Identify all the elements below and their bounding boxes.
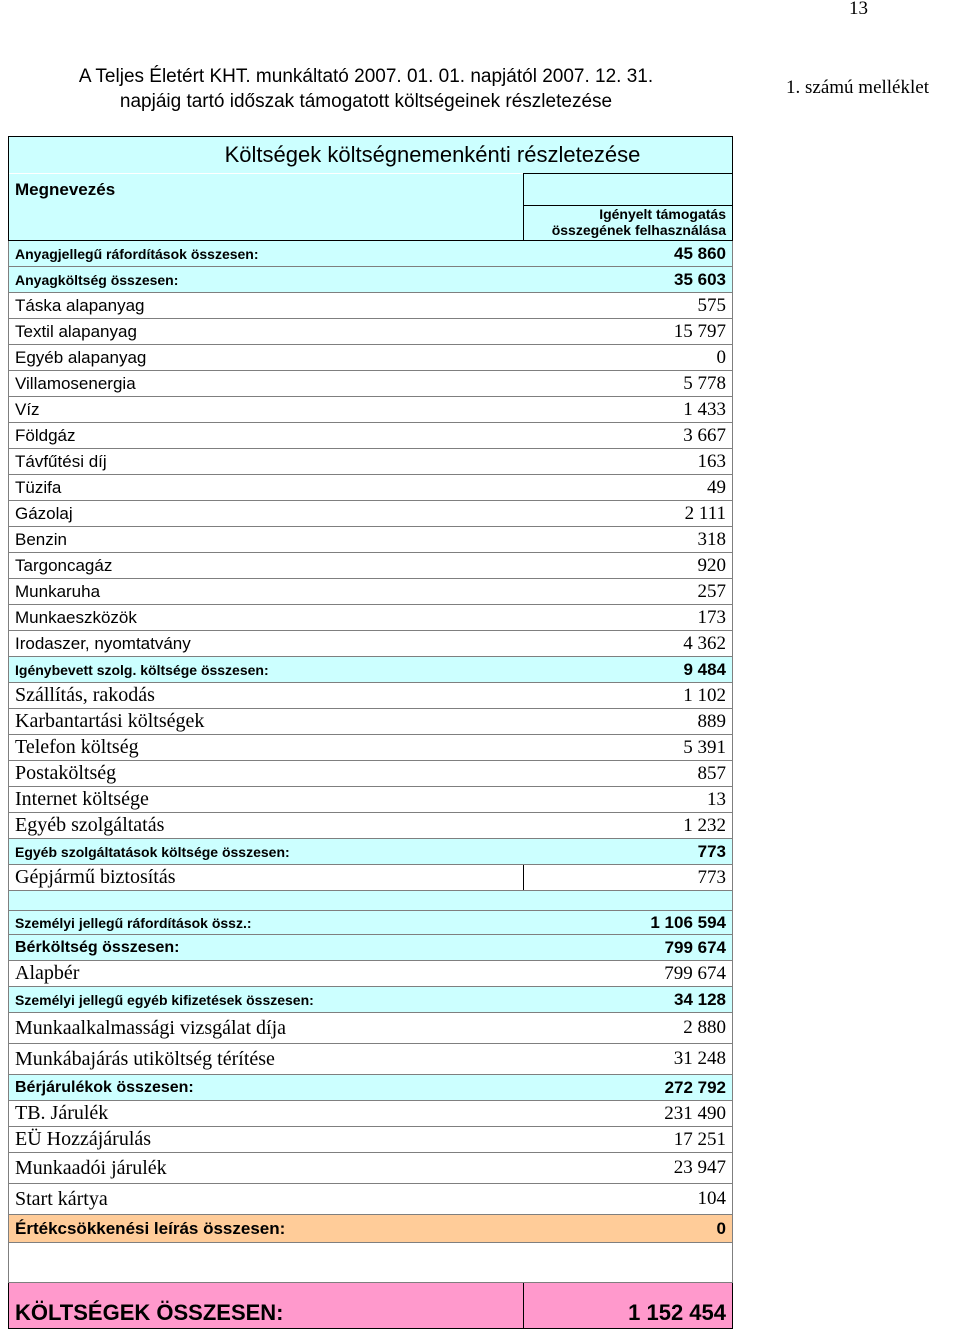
- name-column-header: Megnevezés: [9, 174, 524, 206]
- spacer-row: [9, 891, 733, 911]
- title-line-2: napjáig tartó időszak támogatott költségeinek részletezése: [119, 91, 613, 112]
- header-empty-cell: [524, 174, 733, 206]
- table-row: [9, 935, 733, 961]
- table-row: [9, 761, 733, 787]
- row-value: 0: [524, 345, 733, 371]
- spacer-row: [9, 1243, 733, 1283]
- table-row: [9, 631, 733, 657]
- page-number: 13: [849, 0, 868, 19]
- row-value: 3 667: [524, 423, 733, 449]
- row-value: 920: [524, 553, 733, 579]
- row-label: Gázolaj: [9, 501, 524, 527]
- spacer-cell: [9, 891, 733, 911]
- row-label: Karbantartási költségek: [9, 709, 524, 735]
- table-row: [9, 241, 733, 267]
- table-row: [9, 1044, 733, 1075]
- amount-column-header: [524, 206, 733, 241]
- header-row-title: [9, 137, 733, 174]
- table-row: [9, 579, 733, 605]
- table-row: [9, 345, 733, 371]
- section-title: Költségek költségnemenkénti részletezése: [9, 137, 733, 174]
- grand-total-row: [9, 1283, 733, 1329]
- row-value: 0: [524, 1215, 733, 1243]
- row-value: 1 102: [524, 683, 733, 709]
- table-row: [9, 293, 733, 319]
- row-value: 31 248: [524, 1044, 733, 1075]
- row-label: Gépjármű biztosítás: [9, 865, 524, 891]
- row-label: Munkaalkalmassági vizsgálat díja: [9, 1013, 524, 1044]
- table-row: [9, 787, 733, 813]
- row-value: 4 362: [524, 631, 733, 657]
- row-label: Egyéb szolgáltatás: [9, 813, 524, 839]
- row-value: 104: [524, 1184, 733, 1215]
- header-row-amount: [9, 206, 733, 241]
- row-value: 799 674: [524, 961, 733, 987]
- row-label: Postaköltség: [9, 761, 524, 787]
- table-row: [9, 397, 733, 423]
- row-value: 23 947: [524, 1153, 733, 1184]
- table-row: [9, 683, 733, 709]
- table-row: [9, 423, 733, 449]
- table-row: [9, 475, 733, 501]
- row-label: Anyagköltség összesen:: [9, 267, 524, 293]
- row-label: Bérköltség összesen:: [9, 935, 524, 961]
- row-value: 272 792: [524, 1075, 733, 1101]
- row-value: 257: [524, 579, 733, 605]
- row-label: Munkaadói járulék: [9, 1153, 524, 1184]
- row-label: Munkábajárás utiköltség térítése: [9, 1044, 524, 1075]
- row-label: Telefon költség: [9, 735, 524, 761]
- row-value: 889: [524, 709, 733, 735]
- row-label: Táska alapanyag: [9, 293, 524, 319]
- table-row: [9, 1101, 733, 1127]
- row-label: Targoncagáz: [9, 553, 524, 579]
- row-value: 1 433: [524, 397, 733, 423]
- row-label: Start kártya: [9, 1184, 524, 1215]
- row-label: Személyi jellegű ráfordítások össz.:: [9, 911, 524, 935]
- grand-total-value: 1 152 454: [524, 1283, 733, 1329]
- row-label: Munkaruha: [9, 579, 524, 605]
- table-row: [9, 961, 733, 987]
- row-value: 799 674: [524, 935, 733, 961]
- document-title: [16, 64, 716, 114]
- row-value: 5 391: [524, 735, 733, 761]
- row-value: 9 484: [524, 657, 733, 683]
- table-row: [9, 527, 733, 553]
- row-value: 857: [524, 761, 733, 787]
- row-value: 1 232: [524, 813, 733, 839]
- row-label: EÜ Hozzájárulás: [9, 1127, 524, 1153]
- row-label: Munkaeszközök: [9, 605, 524, 631]
- table-row: [9, 553, 733, 579]
- row-label: Értékcsökkenési leírás összesen:: [9, 1215, 524, 1243]
- row-label: Bérjárulékok összesen:: [9, 1075, 524, 1101]
- header-row-name: [9, 174, 733, 206]
- row-value: 49: [524, 475, 733, 501]
- row-label: TB. Járulék: [9, 1101, 524, 1127]
- row-label: Igénybevett szolg. költsége összesen:: [9, 657, 524, 683]
- cost-table: [8, 136, 732, 1329]
- table-row: [9, 449, 733, 475]
- table-row: [9, 501, 733, 527]
- row-value: 5 778: [524, 371, 733, 397]
- table-row: [9, 865, 733, 891]
- row-value: 45 860: [524, 241, 733, 267]
- table-row: [9, 1215, 733, 1243]
- row-value: 2 880: [524, 1013, 733, 1044]
- header-blank: [9, 206, 524, 241]
- table-row: [9, 709, 733, 735]
- table-row: [9, 319, 733, 345]
- table-row: [9, 605, 733, 631]
- table-row: [9, 839, 733, 865]
- table-row: [9, 657, 733, 683]
- row-label: Egyéb alapanyag: [9, 345, 524, 371]
- table-row: [9, 987, 733, 1013]
- row-value: 13: [524, 787, 733, 813]
- amount-header-line-2: összegének felhasználása: [551, 222, 727, 238]
- spacer-cell: [9, 1243, 733, 1283]
- row-value: 575: [524, 293, 733, 319]
- table-row: [9, 735, 733, 761]
- row-label: Földgáz: [9, 423, 524, 449]
- table-row: [9, 267, 733, 293]
- row-value: 2 111: [524, 501, 733, 527]
- row-value: 163: [524, 449, 733, 475]
- table-row: [9, 1153, 733, 1184]
- row-label: Benzin: [9, 527, 524, 553]
- row-label: Víz: [9, 397, 524, 423]
- row-label: Egyéb szolgáltatások költsége összesen:: [9, 839, 524, 865]
- row-label: Textil alapanyag: [9, 319, 524, 345]
- row-value: 231 490: [524, 1101, 733, 1127]
- title-line-1: A Teljes Életért KHT. munkáltató 2007. 01. 01. napjától 2007. 12. 31.: [78, 66, 654, 87]
- grand-total-label: KÖLTSÉGEK ÖSSZESEN:: [9, 1283, 524, 1329]
- amount-header-line-1: Igényelt támogatás: [599, 206, 727, 222]
- row-label: Villamosenergia: [9, 371, 524, 397]
- row-value: 35 603: [524, 267, 733, 293]
- row-value: 1 106 594: [524, 911, 733, 935]
- row-label: Tüzifa: [9, 475, 524, 501]
- row-value: 173: [524, 605, 733, 631]
- row-value: 34 128: [524, 987, 733, 1013]
- row-value: 773: [524, 865, 733, 891]
- row-value: 17 251: [524, 1127, 733, 1153]
- row-label: Irodaszer, nyomtatvány: [9, 631, 524, 657]
- row-label: Alapbér: [9, 961, 524, 987]
- table-row: [9, 1184, 733, 1215]
- row-value: 773: [524, 839, 733, 865]
- table-row: [9, 1013, 733, 1044]
- row-label: Internet költsége: [9, 787, 524, 813]
- table-row: [9, 911, 733, 935]
- row-label: Anyagjellegű ráfordítások összesen:: [9, 241, 524, 267]
- table-row: [9, 1075, 733, 1101]
- table-row: [9, 1127, 733, 1153]
- row-value: 318: [524, 527, 733, 553]
- annex-label: 1. számú melléklet: [786, 77, 929, 98]
- row-value: 15 797: [524, 319, 733, 345]
- row-label: Személyi jellegű egyéb kifizetések összesen:: [9, 987, 524, 1013]
- row-label: Távfűtési díj: [9, 449, 524, 475]
- table-row: [9, 371, 733, 397]
- row-label: Szállítás, rakodás: [9, 683, 524, 709]
- table-row: [9, 813, 733, 839]
